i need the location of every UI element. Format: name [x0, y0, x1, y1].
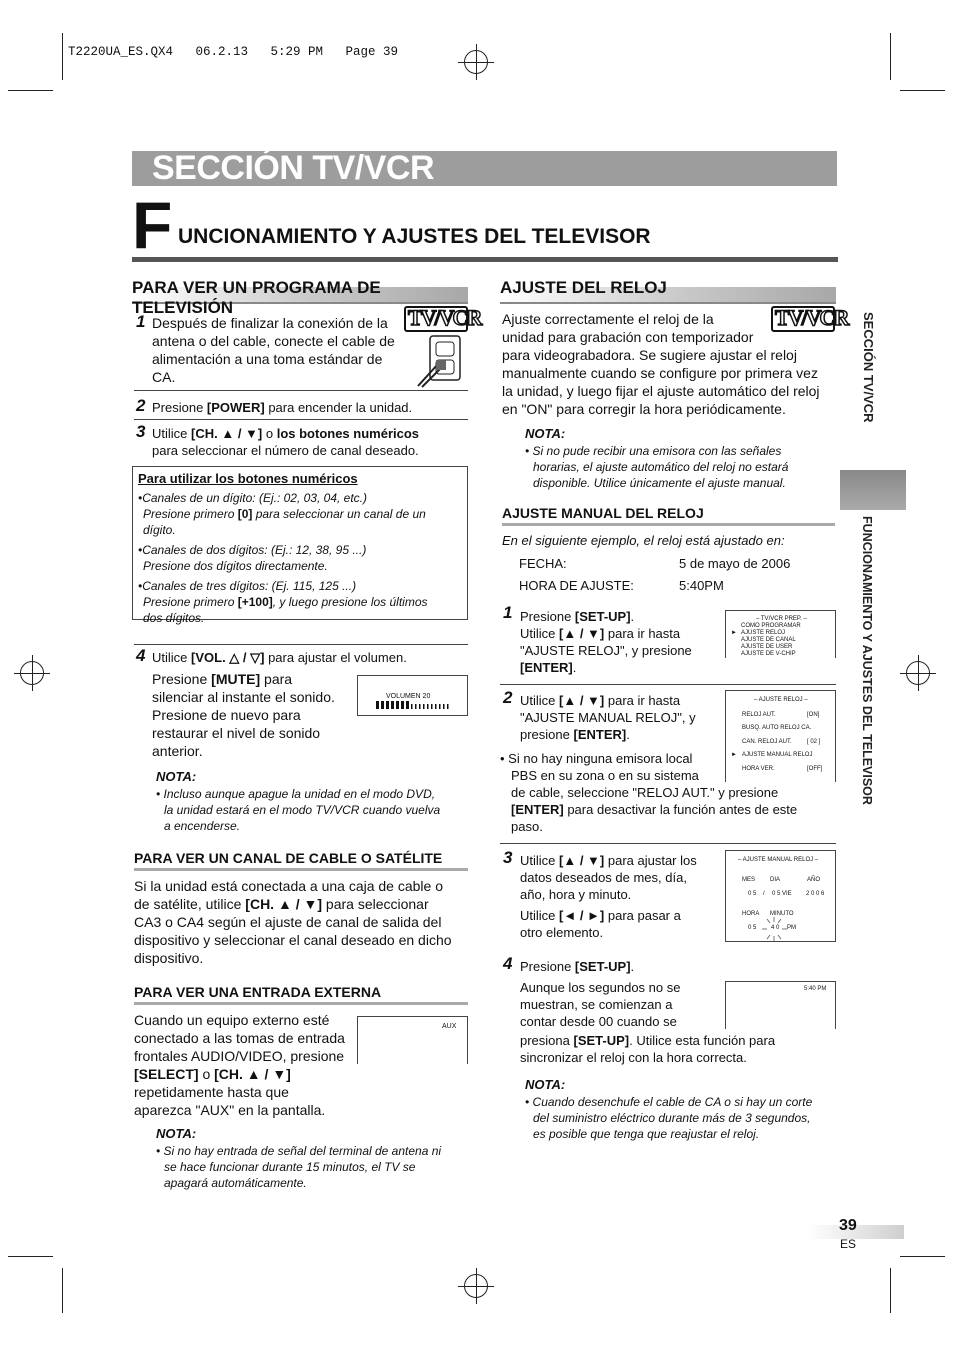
side-tab-chapter: FUNCIONAMIENTO Y AJUSTES DEL TELEVISOR [860, 516, 874, 805]
side-tab-block [840, 470, 906, 510]
menu-tvvcr-prep-screen: – TV/VCR PREP. – COMO PROGRAMAR ► AJUSTE RELOJ AJUSTE DE CANAL AJUSTE DE USER AJUSTE DE V-CHIP [725, 610, 836, 658]
crop-mark [8, 1256, 53, 1257]
side-tab-section: SECCIÓN TV/VCR [861, 312, 876, 423]
crop-mark [900, 90, 945, 91]
hora-label: HORA DE AJUSTE: [519, 578, 634, 593]
power-outlet-plug-icon [416, 334, 466, 388]
divider [134, 419, 468, 420]
menu-cursor-icon: ► [731, 752, 737, 758]
step-number: 1 [136, 312, 146, 331]
clock-step4-cont: presiona [SET-UP]. Utilice esta función para sincronizar el reloj con la hora correcta. [520, 1033, 776, 1065]
mute-text: Presione [MUTE] para silenciar al instante el sonido. Presione de nuevo para restaurar el nivel de sonido anterior. [152, 671, 335, 759]
chapter-heading [132, 188, 838, 262]
external-input-heading: PARA VER UNA ENTRADA EXTERNA [134, 984, 468, 1005]
menu-cursor-icon: ► [731, 630, 737, 636]
volume-level-bar [376, 701, 452, 709]
crop-mark [8, 90, 53, 91]
step2-text: Presione [POWER] para encender la unidad. [152, 400, 413, 415]
page-number: 39 [839, 1217, 857, 1234]
chapter-title: UNCIONAMIENTO Y AJUSTES DEL TELEVISOR [178, 225, 651, 248]
note-text: • Si no pude recibir una emisora con las señales horarias, el ajuste automático del reloj no estará disponible. Utilice únicamente el ajuste manual. [525, 444, 789, 490]
section-banner [132, 151, 837, 186]
section-title: SECCIÓN TV/VCR [152, 149, 435, 187]
fecha-value: 5 de mayo de 2006 [679, 556, 791, 571]
clock-intro-text: Ajuste correctamente el reloj de la unidad para grabación con temporizador para videograbadora. Se sugiere ajustar el reloj manualmente cuando se configure por primera vez la unidad, y luego fijar el ajuste automático del reloj en "ON" para corregir la hora periódicamente. [502, 311, 820, 417]
step-number: 1 [503, 603, 513, 622]
example-line: En el siguiente ejemplo, el reloj está ajustado en: [502, 533, 785, 548]
box-text: •Canales de un dígito: (Ej.: 02, 03, 04, etc.) Presione primero [0] para seleccionar un canal de un dígito. •Canales de dos dígitos: (Ej.: 12, 38, 95 ...) Presione dos dígitos directamente. •Canales de tres dígitos: (Ej. 115, 125 ...) Presione primero [+100], y luego presione los últimos dos dígitos. [138, 491, 428, 625]
hora-value: 5:40PM [679, 578, 724, 593]
step-number: 4 [503, 954, 513, 973]
crop-mark [62, 1268, 63, 1313]
note-title: NOTA: [525, 426, 566, 441]
crop-mark [890, 33, 891, 80]
box-title: Para utilizar los botones numéricos [138, 471, 358, 486]
print-slug: T2220UA_ES.QX4 06.2.13 5:29 PM Page 39 [68, 45, 399, 59]
crop-mark [900, 1256, 945, 1257]
menu-ajuste-manual-screen: – AJUSTE MANUAL RELOJ – MES DIA AÑO 0 5 / 0 5 VIE 2 0 0 6 HORA MINUTO 0 5 4 0 PM [725, 850, 836, 942]
registration-mark-icon [458, 1268, 494, 1304]
crop-mark [890, 1268, 891, 1313]
note-title: NOTA: [156, 769, 197, 784]
clock-step4-text: Presione [SET-UP]. Aunque los segundos no se muestran, se comienzan a contar desde 00 cuando se [520, 959, 681, 1029]
note-text: • Si no hay entrada de señal del terminal de antena ni se hace funcionar durante 15 minutos, el TV se apagará automáticamente. [156, 1144, 442, 1190]
registration-mark-icon [458, 44, 494, 80]
tv-vcr-badge-icon: TV/VCR [404, 306, 468, 332]
registration-mark-icon [14, 655, 50, 691]
step3-text: Utilice [CH. ▲ / ▼] o los botones numéricos para seleccionar el número de canal deseado. [152, 426, 420, 458]
menu-ajuste-reloj-screen: – AJUSTE RELOJ – RELOJ AUT. [ON] BUSQ. AUTO RELOJ CA. CAN. RELOJ AUT. [ 02 ] ► AJUSTE MANUAL RELOJ HORA VER. [OFF] [725, 690, 836, 782]
aux-screen: AUX [357, 1016, 468, 1064]
step1-text: Después de finalizar la conexión de la antena o del cable, conecte el cable de alimentación a una toma estándar de CA. [152, 315, 395, 385]
step-number: 3 [136, 422, 146, 441]
manual-clock-heading: AJUSTE MANUAL DEL RELOJ [502, 505, 835, 526]
external-input-text: Cuando un equipo externo esté conectado a las tomas de entrada frontales AUDIO/VIDEO, presione [SELECT] o [CH. ▲ / ▼] repetidamente hasta que aparezca "AUX" en la pantalla. [134, 1012, 345, 1118]
volume-screen: VOLUMEN 20 [357, 675, 468, 716]
step-number: 4 [136, 646, 146, 665]
crop-mark [62, 33, 63, 80]
step-number: 2 [503, 688, 513, 707]
note-title: NOTA: [525, 1077, 566, 1092]
note-text: • Cuando desenchufe el cable de CA o si hay un corte del suministro eléctrico durante más de 3 segundos, es posible que tenga que reajustar el reloj. [525, 1095, 813, 1141]
step4-text: Utilice [VOL. △ / ▽] para ajustar el volumen. [152, 650, 407, 665]
blinking-cursor-icon [762, 917, 790, 941]
page-language: ES [840, 1237, 857, 1251]
step-number: 2 [136, 396, 146, 415]
clock-step2-bullet: • Si no hay ninguna emisora local PBS en su zona o en su sistema de cable, seleccione "RELOJ AUT." y presione [ENTER] para desactivar la función antes de este paso. [500, 751, 798, 834]
tv-vcr-badge-icon: TV/VCR [771, 306, 835, 332]
divider [134, 390, 468, 391]
clock-step3-text: Utilice [▲ / ▼] para ajustar los datos deseados de mes, día, año, hora y minuto. Utilice [◄ / ►] para pasar a otro elemento. [520, 853, 697, 940]
right-section-heading: AJUSTE DEL RELOJ [500, 287, 836, 304]
cable-heading: PARA VER UN CANAL DE CABLE O SATÉLITE [134, 850, 468, 871]
divider [500, 843, 836, 844]
clock-display-screen: 5:40 PM [725, 981, 836, 1029]
clock-step1-text: Presione [SET-UP]. Utilice [▲ / ▼] para ir hasta "AJUSTE RELOJ", y presione [ENTER]. [520, 609, 692, 675]
registration-mark-icon [900, 655, 936, 691]
divider [134, 644, 468, 645]
left-section-heading: PARA VER UN PROGRAMA DE TELEVISIÓN [132, 287, 468, 304]
divider [500, 684, 836, 685]
note-title: NOTA: [156, 1126, 197, 1141]
clock-step2-text: Utilice [▲ / ▼] para ir hasta "AJUSTE MANUAL RELOJ", y presione [ENTER]. [520, 693, 696, 742]
fecha-label: FECHA: [519, 556, 567, 571]
note-text: • Incluso aunque apague la unidad en el modo DVD, la unidad estará en el modo TV/VCR cuando vuelva a encenderse. [156, 787, 441, 833]
cable-text: Si la unidad está conectada a una caja de cable o de satélite, utilice [CH. ▲ / ▼] para seleccionar CA3 o CA4 según el ajuste de canal de salida del dispositivo y seleccionar el canal deseado en dicho dispositivo. [134, 878, 452, 966]
step-number: 3 [503, 848, 513, 867]
numeric-buttons-box [132, 466, 468, 625]
chapter-title-initial: F [132, 188, 173, 262]
